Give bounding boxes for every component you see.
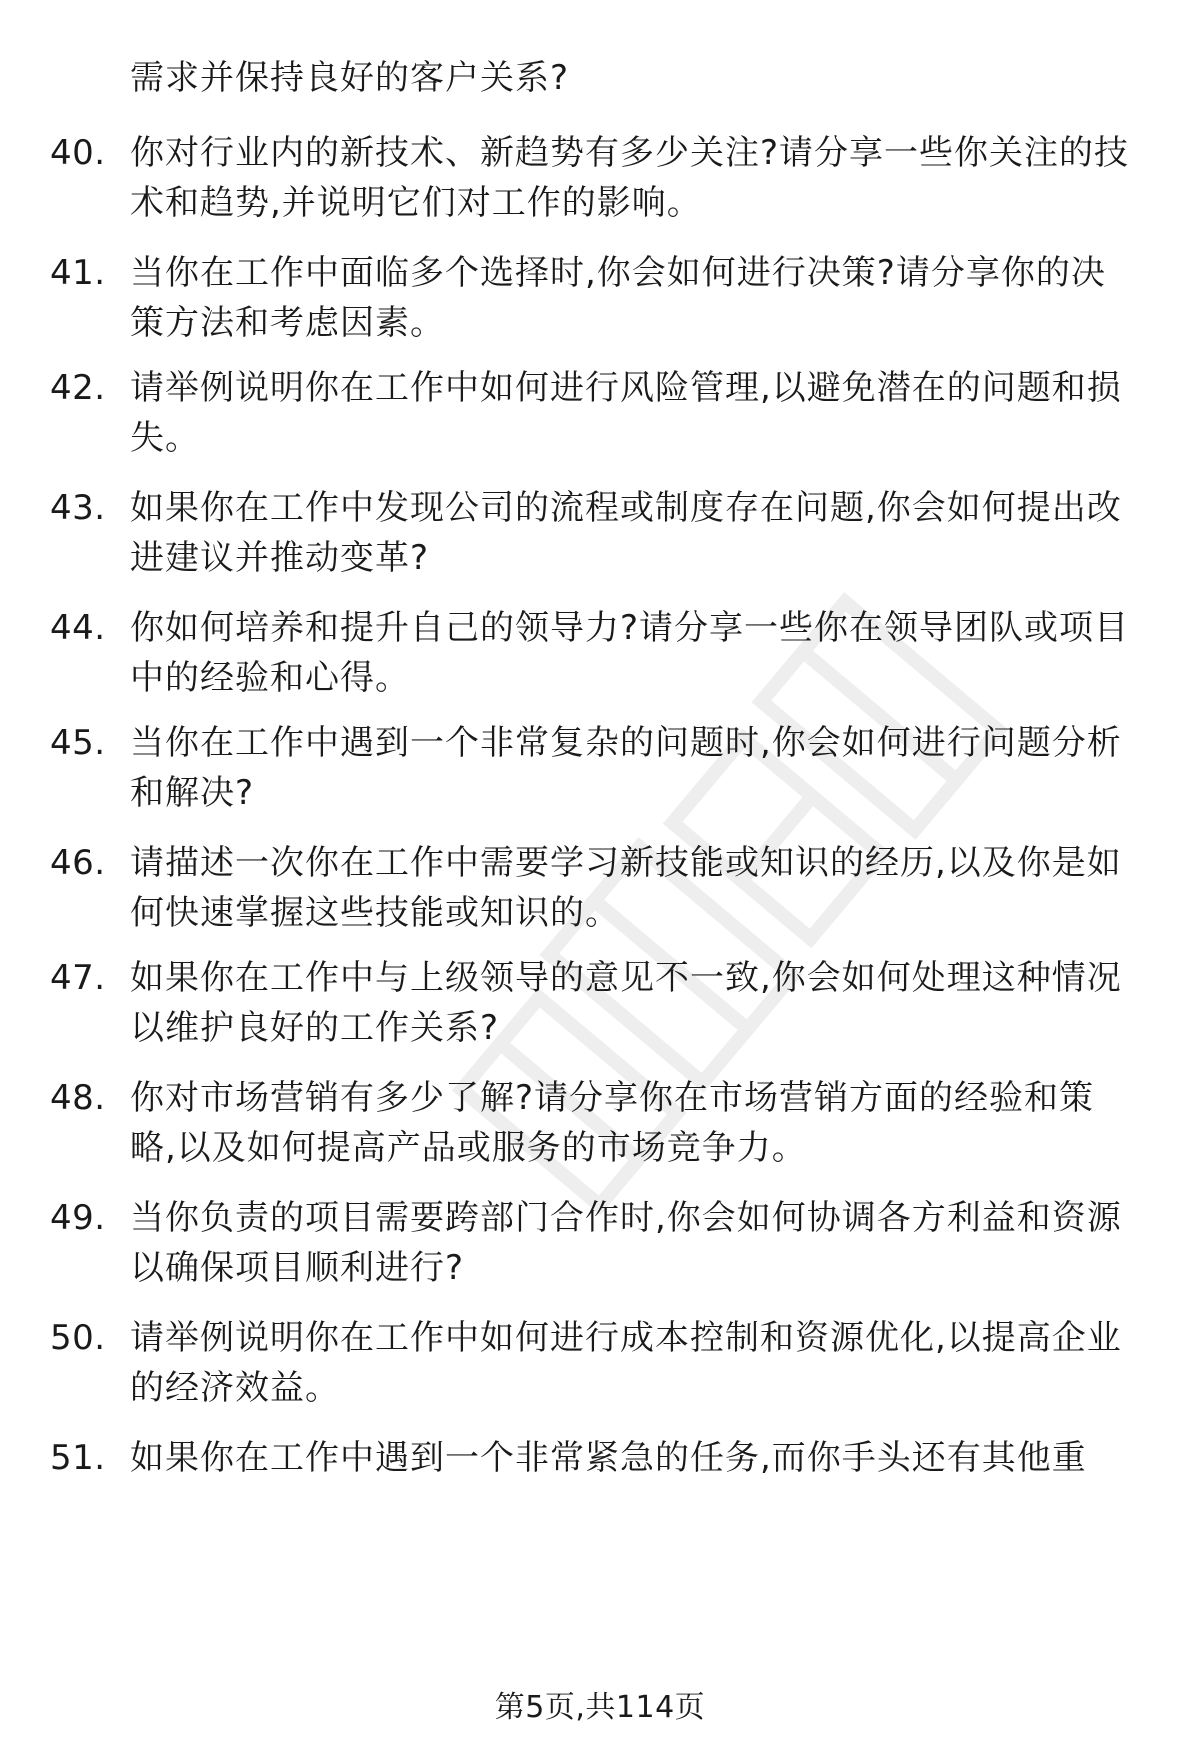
question-number: 42. (50, 368, 106, 408)
question-text: 当你在工作中面临多个选择时,你会如何进行决策?请分享你的决策方法和考虑因素。 (130, 253, 1106, 343)
question-text: 你如何培养和提升自己的领导力?请分享一些你在领导团队或项目中的经验和心得。 (130, 608, 1130, 698)
question-text: 你对行业内的新技术、新趋势有多少关注?请分享一些你关注的技术和趋势,并说明它们对工作的影响。 (130, 133, 1130, 223)
question-number: 49. (50, 1198, 106, 1238)
question-text: 如果你在工作中发现公司的流程或制度存在问题,你会如何提出改进建议并推动变革? (130, 488, 1122, 578)
question-number: 48. (50, 1078, 106, 1118)
question-number: 43. (50, 488, 106, 528)
question-text: 需求并保持良好的客户关系? (130, 58, 570, 98)
question-text: 当你在工作中遇到一个非常复杂的问题时,你会如何进行问题分析和解决? (130, 723, 1122, 813)
question-text: 如果你在工作中与上级领导的意见不一致,你会如何处理这种情况以维护良好的工作关系? (130, 958, 1122, 1048)
question-number: 46. (50, 843, 106, 883)
question-text: 请描述一次你在工作中需要学习新技能或知识的经历,以及你是如何快速掌握这些技能或知识的。 (130, 843, 1122, 933)
question-number: 40. (50, 133, 106, 173)
question-number: 47. (50, 958, 106, 998)
question-number: 50. (50, 1318, 106, 1358)
page-footer: 第5页,共114页 (494, 1690, 706, 1725)
question-number: 41. (50, 253, 106, 293)
question-text: 当你负责的项目需要跨部门合作时,你会如何协调各方利益和资源以确保项目顺利进行? (130, 1198, 1122, 1288)
question-text: 你对市场营销有多少了解?请分享你在市场营销方面的经验和策略,以及如何提高产品或服务的市场竞争力。 (130, 1078, 1095, 1168)
question-number: 44. (50, 608, 106, 648)
question-number: 51. (50, 1438, 106, 1478)
question-number: 45. (50, 723, 106, 763)
question-text: 请举例说明你在工作中如何进行风险管理,以避免潜在的问题和损失。 (130, 368, 1122, 458)
question-text: 请举例说明你在工作中如何进行成本控制和资源优化,以提高企业的经济效益。 (130, 1318, 1122, 1408)
question-text: 如果你在工作中遇到一个非常紧急的任务,而你手头还有其他重 (130, 1438, 1087, 1478)
